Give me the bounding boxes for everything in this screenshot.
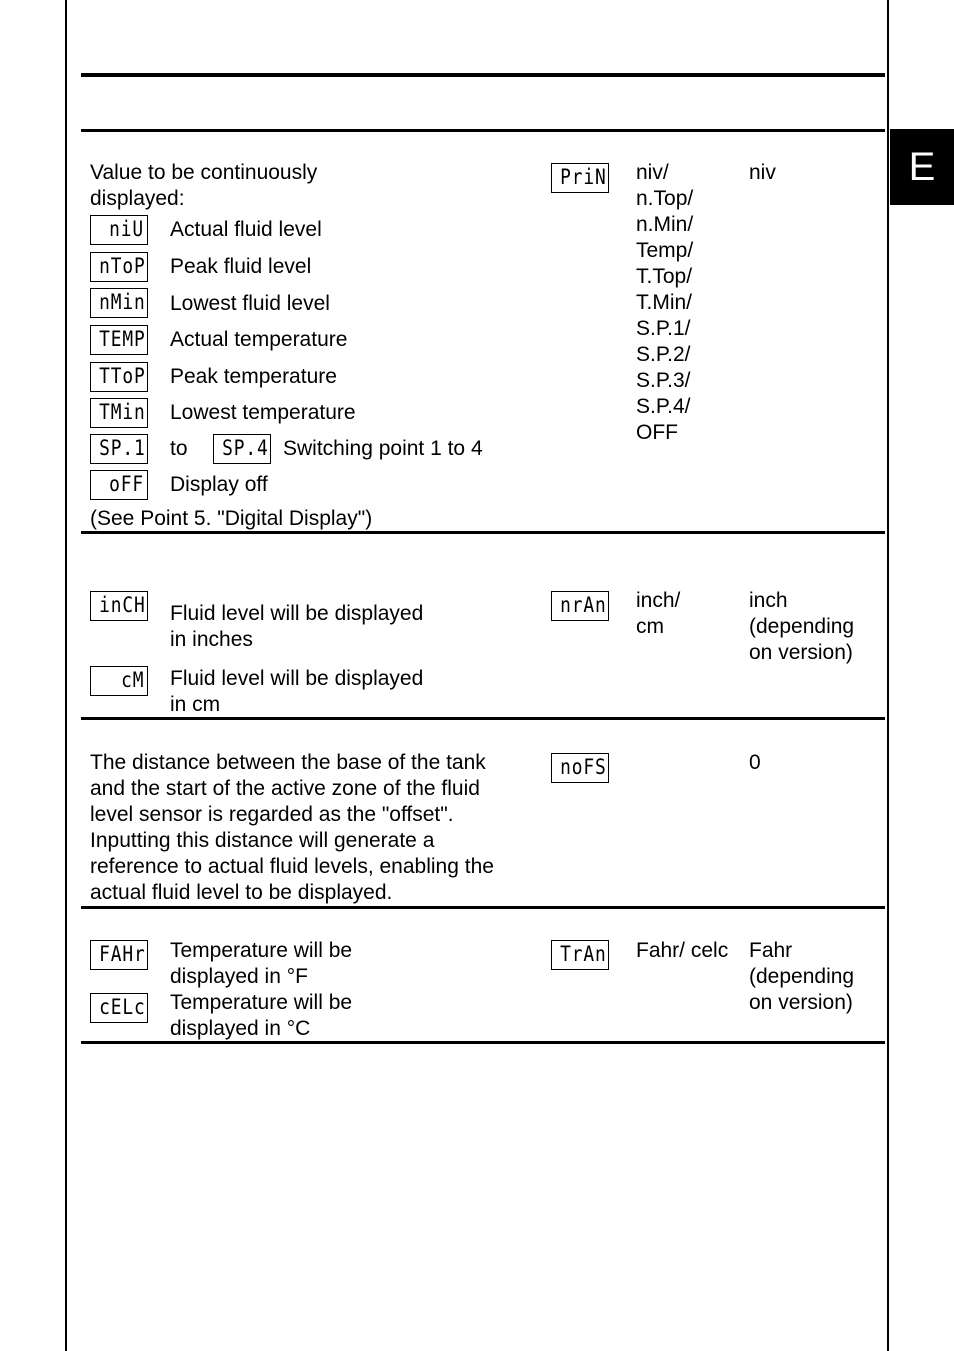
lcd-code: FAHr (90, 940, 148, 970)
left-margin-line (65, 0, 67, 1351)
option-label: Peak fluid level (170, 255, 312, 278)
param-lcd-code: PriN (551, 163, 609, 193)
param-lcd-code: TrAn (551, 940, 609, 970)
value-item: S.P.4/ (636, 395, 691, 418)
lcd-code: niU (90, 215, 148, 245)
lcd-code: cELc (90, 993, 148, 1023)
option-label: Temperature will be displayed in °F (170, 939, 353, 988)
lcd-code: TToP (90, 362, 148, 392)
offset-desc-line: reference to actual fluid levels, enabling the (90, 855, 494, 878)
value-item: T.Min/ (636, 291, 693, 314)
header-rule (81, 73, 885, 77)
offset-desc-line: and the start of the active zone of the fluid (90, 777, 480, 800)
default-value-note: (depending (749, 615, 855, 638)
display-intro-line2: displayed: (90, 187, 185, 210)
lcd-code: cM (90, 666, 148, 696)
value-item: T.Top/ (636, 265, 693, 288)
lcd-code: nToP (90, 252, 148, 282)
lcd-code: TEMP (90, 325, 148, 355)
option-label: Peak temperature (170, 365, 337, 388)
default-value: niv (749, 161, 776, 184)
option-to-label: to (170, 437, 188, 460)
option-label: Switching point 1 to 4 (283, 437, 483, 460)
value-item: OFF (636, 421, 678, 444)
right-margin-line (887, 0, 889, 1351)
lcd-code: SP.1 (90, 434, 148, 464)
offset-desc-line: actual fluid level to be displayed. (90, 881, 393, 904)
offset-desc-line: The distance between the base of the tank (90, 751, 486, 774)
option-label: Fluid level will be displayed in cm (170, 667, 424, 716)
value-item: S.P.3/ (636, 369, 691, 392)
option-label: Lowest temperature (170, 401, 356, 424)
option-label: Actual temperature (170, 328, 348, 351)
lcd-code: inCH (90, 591, 148, 621)
lcd-code: nMin (90, 288, 148, 318)
value-item: n.Top/ (636, 187, 694, 210)
value-item: S.P.2/ (636, 343, 691, 366)
param-lcd-code: noFS (551, 753, 609, 783)
default-value-note: (depending (749, 965, 855, 988)
offset-desc-line: Inputting this distance will generate a (90, 829, 435, 852)
default-value-note: on version) (749, 991, 853, 1014)
option-label: Display off (170, 473, 268, 496)
value-item: n.Min/ (636, 213, 694, 236)
table-top-rule (81, 129, 885, 132)
display-intro-line1: Value to be continuously (90, 161, 318, 184)
language-tab: E (890, 129, 954, 205)
value-item: Temp/ (636, 239, 694, 262)
value-item: S.P.1/ (636, 317, 691, 340)
option-label: Actual fluid level (170, 218, 322, 241)
default-value: Fahr (749, 939, 793, 962)
default-value: 0 (749, 751, 761, 774)
default-value: inch (749, 589, 788, 612)
option-label: Fluid level will be displayed in inches (170, 602, 424, 651)
value-item: cm (636, 615, 664, 638)
param-lcd-code: nrAn (551, 591, 609, 621)
option-label: Lowest fluid level (170, 292, 330, 315)
lcd-code: TMin (90, 398, 148, 428)
lcd-code: SP.4 (213, 434, 271, 464)
lcd-code: oFF (90, 470, 148, 500)
default-value-note: on version) (749, 641, 853, 664)
option-label: Temperature will be displayed in °C (170, 991, 353, 1040)
display-note: (See Point 5. "Digital Display") (90, 507, 373, 530)
value-item: inch/ (636, 589, 681, 612)
offset-desc-line: level sensor is regarded as the "offset". (90, 803, 454, 826)
value-item: niv/ (636, 161, 669, 184)
value-item: Fahr/ celc (636, 939, 729, 962)
section-rule (81, 906, 885, 909)
